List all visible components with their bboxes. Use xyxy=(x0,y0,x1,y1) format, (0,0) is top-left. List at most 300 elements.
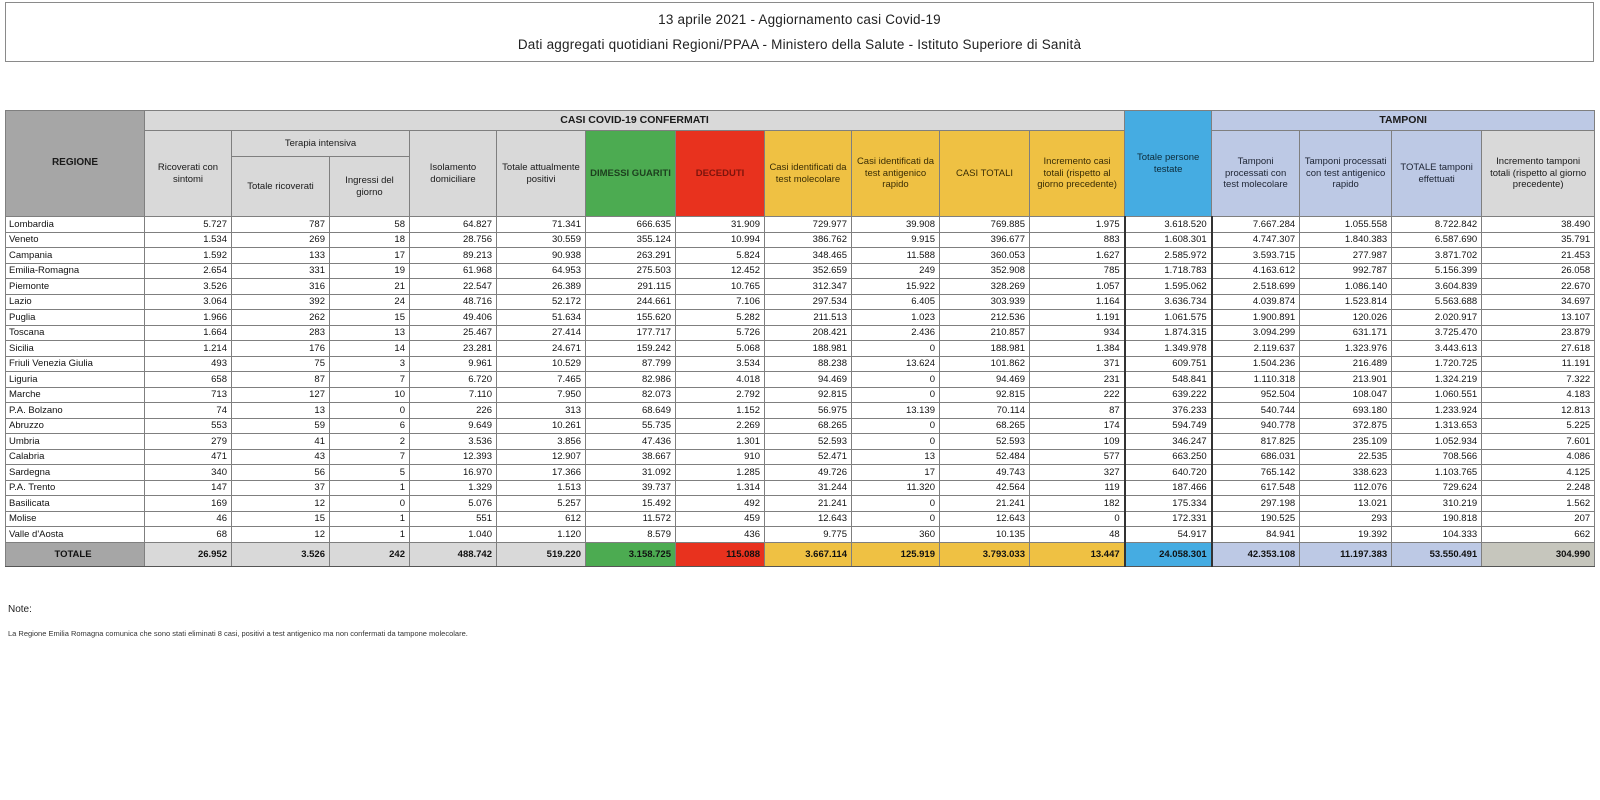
value-cell: 4.125 xyxy=(1482,465,1595,481)
value-cell: 283 xyxy=(232,325,330,341)
value-cell: 112.076 xyxy=(1300,480,1392,496)
value-cell: 553 xyxy=(145,418,232,434)
table-row xyxy=(6,511,1595,527)
value-cell: 5.225 xyxy=(1482,418,1595,434)
value-cell: 21 xyxy=(330,279,410,295)
value-cell: 3.158.725 xyxy=(586,542,676,566)
value-cell: 21.241 xyxy=(940,496,1030,512)
region-name: Sardegna xyxy=(6,465,145,481)
column-header-casi-molecolare: Casi identificati da test molecolare xyxy=(765,131,852,217)
value-cell: 17 xyxy=(330,248,410,264)
value-cell: 211.513 xyxy=(765,310,852,326)
value-cell: 244.661 xyxy=(586,294,676,310)
region-name: Molise xyxy=(6,511,145,527)
value-cell: 548.841 xyxy=(1125,372,1212,388)
value-cell: 372.875 xyxy=(1300,418,1392,434)
value-cell: 275.503 xyxy=(586,263,676,279)
value-cell: 617.548 xyxy=(1212,480,1300,496)
value-cell: 640.720 xyxy=(1125,465,1212,481)
value-cell: 1.504.236 xyxy=(1212,356,1300,372)
value-cell: 82.073 xyxy=(586,387,676,403)
value-cell: 3.534 xyxy=(676,356,765,372)
value-cell: 662 xyxy=(1482,527,1595,543)
region-name: Sicilia xyxy=(6,341,145,357)
table-row xyxy=(6,294,1595,310)
value-cell: 2.248 xyxy=(1482,480,1595,496)
value-cell: 82.986 xyxy=(586,372,676,388)
value-cell: 376.233 xyxy=(1125,403,1212,419)
value-cell: 49.406 xyxy=(410,310,497,326)
notes-line: La Regione Emilia Romagna comunica che sono stati eliminati 8 casi, positivi a test antigenico ma non confermati da tampone molecolare. xyxy=(8,629,468,638)
value-cell: 1.534 xyxy=(145,232,232,248)
value-cell: 355.124 xyxy=(586,232,676,248)
value-cell: 277.987 xyxy=(1300,248,1392,264)
value-cell: 5.726 xyxy=(676,325,765,341)
region-name: Piemonte xyxy=(6,279,145,295)
region-name: Toscana xyxy=(6,325,145,341)
value-cell: 3.793.033 xyxy=(940,542,1030,566)
value-cell: 49.726 xyxy=(765,465,852,481)
value-cell: 21.453 xyxy=(1482,248,1595,264)
value-cell: 59 xyxy=(232,418,330,434)
value-cell: 13.107 xyxy=(1482,310,1595,326)
value-cell: 1.301 xyxy=(676,434,765,450)
value-cell: 120.026 xyxy=(1300,310,1392,326)
value-cell: 5 xyxy=(330,465,410,481)
value-cell: 3.618.520 xyxy=(1125,217,1212,233)
value-cell: 52.484 xyxy=(940,449,1030,465)
value-cell: 785 xyxy=(1030,263,1125,279)
value-cell: 1.562 xyxy=(1482,496,1595,512)
value-cell: 24.058.301 xyxy=(1125,542,1212,566)
value-cell: 13.447 xyxy=(1030,542,1125,566)
value-cell: 577 xyxy=(1030,449,1125,465)
value-cell: 68.265 xyxy=(940,418,1030,434)
value-cell: 13 xyxy=(852,449,940,465)
value-cell: 1.718.783 xyxy=(1125,263,1212,279)
value-cell: 175.334 xyxy=(1125,496,1212,512)
value-cell: 0 xyxy=(852,387,940,403)
value-cell: 15.922 xyxy=(852,279,940,295)
value-cell: 4.039.874 xyxy=(1212,294,1300,310)
value-cell: 1.664 xyxy=(145,325,232,341)
column-header-terapia-intensiva: Terapia intensiva xyxy=(232,131,410,157)
value-cell: 13 xyxy=(330,325,410,341)
value-cell: 1.057 xyxy=(1030,279,1125,295)
value-cell: 15.492 xyxy=(586,496,676,512)
value-cell: 3 xyxy=(330,356,410,372)
value-cell: 212.536 xyxy=(940,310,1030,326)
report-title: 13 aprile 2021 - Aggiornamento casi Covid-19 xyxy=(658,12,941,28)
value-cell: 609.751 xyxy=(1125,356,1212,372)
value-cell: 127 xyxy=(232,387,330,403)
value-cell: 1.086.140 xyxy=(1300,279,1392,295)
value-cell: 104.333 xyxy=(1392,527,1482,543)
value-cell: 190.525 xyxy=(1212,511,1300,527)
value-cell: 190.818 xyxy=(1392,511,1482,527)
value-cell: 352.659 xyxy=(765,263,852,279)
value-cell: 8.579 xyxy=(586,527,676,543)
value-cell: 34.697 xyxy=(1482,294,1595,310)
value-cell: 12 xyxy=(232,527,330,543)
value-cell: 147 xyxy=(145,480,232,496)
column-header-casi-antigenico: Casi identificati da test antigenico rapido xyxy=(852,131,940,217)
value-cell: 18 xyxy=(330,232,410,248)
value-cell: 1.285 xyxy=(676,465,765,481)
value-cell: 10.994 xyxy=(676,232,765,248)
value-cell: 7 xyxy=(330,372,410,388)
value-cell: 4.018 xyxy=(676,372,765,388)
value-cell: 26.058 xyxy=(1482,263,1595,279)
value-cell: 493 xyxy=(145,356,232,372)
value-cell: 169 xyxy=(145,496,232,512)
region-name: TOTALE xyxy=(6,542,145,566)
value-cell: 2.269 xyxy=(676,418,765,434)
value-cell: 551 xyxy=(410,511,497,527)
value-cell: 729.624 xyxy=(1392,480,1482,496)
value-cell: 75 xyxy=(232,356,330,372)
value-cell: 0 xyxy=(330,496,410,512)
value-cell: 360 xyxy=(852,527,940,543)
value-cell: 68 xyxy=(145,527,232,543)
value-cell: 297.198 xyxy=(1212,496,1300,512)
value-cell: 172.331 xyxy=(1125,511,1212,527)
value-cell: 386.762 xyxy=(765,232,852,248)
value-cell: 9.915 xyxy=(852,232,940,248)
column-header-persone-testate: Totale persone testate xyxy=(1125,111,1212,217)
total-row xyxy=(6,542,1595,566)
value-cell: 686.031 xyxy=(1212,449,1300,465)
value-cell: 187.466 xyxy=(1125,480,1212,496)
value-cell: 1.055.558 xyxy=(1300,217,1392,233)
value-cell: 297.534 xyxy=(765,294,852,310)
value-cell: 1.975 xyxy=(1030,217,1125,233)
value-cell: 6.720 xyxy=(410,372,497,388)
value-cell: 262 xyxy=(232,310,330,326)
table-row xyxy=(6,325,1595,341)
table-row xyxy=(6,263,1595,279)
value-cell: 765.142 xyxy=(1212,465,1300,481)
column-header-positivi: Totale attualmente positivi xyxy=(497,131,586,217)
value-cell: 22.670 xyxy=(1482,279,1595,295)
value-cell: 1.313.653 xyxy=(1392,418,1482,434)
value-cell: 360.053 xyxy=(940,248,1030,264)
value-cell: 3.725.470 xyxy=(1392,325,1482,341)
value-cell: 208.421 xyxy=(765,325,852,341)
report-subtitle: Dati aggregati quotidiani Regioni/PPAA - Ministero della Salute - Istituto Superiore di Sanità xyxy=(517,36,1082,52)
value-cell: 7.110 xyxy=(410,387,497,403)
table-row xyxy=(6,232,1595,248)
value-cell: 2 xyxy=(330,434,410,450)
value-cell: 119 xyxy=(1030,480,1125,496)
value-cell: 15 xyxy=(330,310,410,326)
value-cell: 348.465 xyxy=(765,248,852,264)
value-cell: 46 xyxy=(145,511,232,527)
value-cell: 23.281 xyxy=(410,341,497,357)
value-cell: 708.566 xyxy=(1392,449,1482,465)
region-name: Liguria xyxy=(6,372,145,388)
value-cell: 42.564 xyxy=(940,480,1030,496)
value-cell: 3.856 xyxy=(497,434,586,450)
value-cell: 0 xyxy=(330,403,410,419)
value-cell: 313 xyxy=(497,403,586,419)
value-cell: 64.953 xyxy=(497,263,586,279)
value-cell: 101.862 xyxy=(940,356,1030,372)
value-cell: 90.938 xyxy=(497,248,586,264)
value-cell: 3.443.613 xyxy=(1392,341,1482,357)
value-cell: 41 xyxy=(232,434,330,450)
value-cell: 316 xyxy=(232,279,330,295)
value-cell: 693.180 xyxy=(1300,403,1392,419)
value-cell: 13.139 xyxy=(852,403,940,419)
table-row xyxy=(6,527,1595,543)
value-cell: 729.977 xyxy=(765,217,852,233)
region-name: P.A. Trento xyxy=(6,480,145,496)
value-cell: 56 xyxy=(232,465,330,481)
column-header-isolamento: Isolamento domiciliare xyxy=(410,131,497,217)
region-name: Basilicata xyxy=(6,496,145,512)
value-cell: 293 xyxy=(1300,511,1392,527)
value-cell: 471 xyxy=(145,449,232,465)
value-cell: 14 xyxy=(330,341,410,357)
value-cell: 328.269 xyxy=(940,279,1030,295)
column-header-tamponi-totale: TOTALE tamponi effettuati xyxy=(1392,131,1482,217)
value-cell: 817.825 xyxy=(1212,434,1300,450)
value-cell: 594.749 xyxy=(1125,418,1212,434)
table-row xyxy=(6,310,1595,326)
value-cell: 4.086 xyxy=(1482,449,1595,465)
value-cell: 940.778 xyxy=(1212,418,1300,434)
value-cell: 43 xyxy=(232,449,330,465)
value-cell: 338.623 xyxy=(1300,465,1392,481)
region-name: Friuli Venezia Giulia xyxy=(6,356,145,372)
value-cell: 13 xyxy=(232,403,330,419)
value-cell: 327 xyxy=(1030,465,1125,481)
value-cell: 540.744 xyxy=(1212,403,1300,419)
value-cell: 19.392 xyxy=(1300,527,1392,543)
value-cell: 188.981 xyxy=(765,341,852,357)
value-cell: 10 xyxy=(330,387,410,403)
value-cell: 713 xyxy=(145,387,232,403)
value-cell: 11.588 xyxy=(852,248,940,264)
value-cell: 84.941 xyxy=(1212,527,1300,543)
value-cell: 68.649 xyxy=(586,403,676,419)
value-cell: 1.214 xyxy=(145,341,232,357)
value-cell: 109 xyxy=(1030,434,1125,450)
value-cell: 3.667.114 xyxy=(765,542,852,566)
value-cell: 64.827 xyxy=(410,217,497,233)
value-cell: 2.792 xyxy=(676,387,765,403)
value-cell: 12 xyxy=(232,496,330,512)
value-cell: 27.414 xyxy=(497,325,586,341)
value-cell: 352.908 xyxy=(940,263,1030,279)
value-cell: 6.587.690 xyxy=(1392,232,1482,248)
value-cell: 1.233.924 xyxy=(1392,403,1482,419)
value-cell: 176 xyxy=(232,341,330,357)
notes-section xyxy=(8,604,468,638)
value-cell: 52.471 xyxy=(765,449,852,465)
value-cell: 492 xyxy=(676,496,765,512)
table-row xyxy=(6,341,1595,357)
value-cell: 15 xyxy=(232,511,330,527)
column-header-ti-totale: Totale ricoverati xyxy=(232,157,330,217)
region-name: Campania xyxy=(6,248,145,264)
value-cell: 371 xyxy=(1030,356,1125,372)
value-cell: 11.572 xyxy=(586,511,676,527)
value-cell: 48 xyxy=(1030,527,1125,543)
table-row xyxy=(6,217,1595,233)
value-cell: 2.020.917 xyxy=(1392,310,1482,326)
value-cell: 213.901 xyxy=(1300,372,1392,388)
value-cell: 3.593.715 xyxy=(1212,248,1300,264)
table-row xyxy=(6,480,1595,496)
value-cell: 392 xyxy=(232,294,330,310)
value-cell: 24.671 xyxy=(497,341,586,357)
value-cell: 1.120 xyxy=(497,527,586,543)
value-cell: 133 xyxy=(232,248,330,264)
value-cell: 787 xyxy=(232,217,330,233)
value-cell: 5.282 xyxy=(676,310,765,326)
value-cell: 934 xyxy=(1030,325,1125,341)
value-cell: 952.504 xyxy=(1212,387,1300,403)
value-cell: 21.241 xyxy=(765,496,852,512)
value-cell: 4.183 xyxy=(1482,387,1595,403)
value-cell: 0 xyxy=(852,418,940,434)
value-cell: 7.601 xyxy=(1482,434,1595,450)
region-name: Marche xyxy=(6,387,145,403)
value-cell: 346.247 xyxy=(1125,434,1212,450)
value-cell: 226 xyxy=(410,403,497,419)
value-cell: 0 xyxy=(852,372,940,388)
value-cell: 8.722.842 xyxy=(1392,217,1482,233)
value-cell: 883 xyxy=(1030,232,1125,248)
value-cell: 396.677 xyxy=(940,232,1030,248)
notes-heading: Note: xyxy=(8,604,32,615)
value-cell: 37 xyxy=(232,480,330,496)
value-cell: 263.291 xyxy=(586,248,676,264)
value-cell: 55.735 xyxy=(586,418,676,434)
value-cell: 89.213 xyxy=(410,248,497,264)
value-cell: 94.469 xyxy=(940,372,1030,388)
value-cell: 1.592 xyxy=(145,248,232,264)
value-cell: 663.250 xyxy=(1125,449,1212,465)
value-cell: 74 xyxy=(145,403,232,419)
value-cell: 87 xyxy=(232,372,330,388)
value-cell: 992.787 xyxy=(1300,263,1392,279)
value-cell: 1.966 xyxy=(145,310,232,326)
column-header-casi-totali: CASI TOTALI xyxy=(940,131,1030,217)
value-cell: 304.990 xyxy=(1482,542,1595,566)
value-cell: 249 xyxy=(852,263,940,279)
covid-data-table xyxy=(5,110,1595,567)
value-cell: 30.559 xyxy=(497,232,586,248)
value-cell: 1.103.765 xyxy=(1392,465,1482,481)
table-row xyxy=(6,403,1595,419)
value-cell: 231 xyxy=(1030,372,1125,388)
value-cell: 5.068 xyxy=(676,341,765,357)
value-cell: 51.634 xyxy=(497,310,586,326)
value-cell: 125.919 xyxy=(852,542,940,566)
value-cell: 27.618 xyxy=(1482,341,1595,357)
table-row xyxy=(6,418,1595,434)
value-cell: 3.871.702 xyxy=(1392,248,1482,264)
value-cell: 9.961 xyxy=(410,356,497,372)
value-cell: 108.047 xyxy=(1300,387,1392,403)
region-name: P.A. Bolzano xyxy=(6,403,145,419)
value-cell: 22.547 xyxy=(410,279,497,295)
region-name: Emilia-Romagna xyxy=(6,263,145,279)
value-cell: 459 xyxy=(676,511,765,527)
value-cell: 2.518.699 xyxy=(1212,279,1300,295)
value-cell: 666.635 xyxy=(586,217,676,233)
value-cell: 87.799 xyxy=(586,356,676,372)
value-cell: 519.220 xyxy=(497,542,586,566)
value-cell: 53.550.491 xyxy=(1392,542,1482,566)
region-name: Calabria xyxy=(6,449,145,465)
value-cell: 61.968 xyxy=(410,263,497,279)
value-cell: 2.436 xyxy=(852,325,940,341)
table-row xyxy=(6,449,1595,465)
value-cell: 54.917 xyxy=(1125,527,1212,543)
value-cell: 1.060.551 xyxy=(1392,387,1482,403)
value-cell: 0 xyxy=(852,341,940,357)
group-header-tamponi: TAMPONI xyxy=(1212,111,1595,131)
column-header-incremento-casi: Incremento casi totali (rispetto al giorno precedente) xyxy=(1030,131,1125,217)
value-cell: 1.608.301 xyxy=(1125,232,1212,248)
value-cell: 12.643 xyxy=(765,511,852,527)
column-header-incremento-tamponi: Incremento tamponi totali (rispetto al giorno precedente) xyxy=(1482,131,1595,217)
value-cell: 12.452 xyxy=(676,263,765,279)
value-cell: 6.405 xyxy=(852,294,940,310)
value-cell: 31.092 xyxy=(586,465,676,481)
value-cell: 174 xyxy=(1030,418,1125,434)
value-cell: 769.885 xyxy=(940,217,1030,233)
value-cell: 2.585.972 xyxy=(1125,248,1212,264)
value-cell: 12.813 xyxy=(1482,403,1595,419)
value-cell: 1.384 xyxy=(1030,341,1125,357)
value-cell: 48.716 xyxy=(410,294,497,310)
value-cell: 488.742 xyxy=(410,542,497,566)
table-row xyxy=(6,279,1595,295)
value-cell: 26.952 xyxy=(145,542,232,566)
value-cell: 42.353.108 xyxy=(1212,542,1300,566)
value-cell: 639.222 xyxy=(1125,387,1212,403)
value-cell: 38.490 xyxy=(1482,217,1595,233)
value-cell: 17.366 xyxy=(497,465,586,481)
value-cell: 222 xyxy=(1030,387,1125,403)
value-cell: 1.152 xyxy=(676,403,765,419)
value-cell: 3.604.839 xyxy=(1392,279,1482,295)
value-cell: 23.879 xyxy=(1482,325,1595,341)
column-header-tamponi-antigenico: Tamponi processati con test antigenico rapido xyxy=(1300,131,1392,217)
value-cell: 1.900.891 xyxy=(1212,310,1300,326)
value-cell: 631.171 xyxy=(1300,325,1392,341)
value-cell: 3.636.734 xyxy=(1125,294,1212,310)
value-cell: 7.465 xyxy=(497,372,586,388)
value-cell: 11.191 xyxy=(1482,356,1595,372)
value-cell: 10.765 xyxy=(676,279,765,295)
value-cell: 210.857 xyxy=(940,325,1030,341)
table-row xyxy=(6,434,1595,450)
value-cell: 13.624 xyxy=(852,356,940,372)
value-cell: 31.909 xyxy=(676,217,765,233)
value-cell: 11.197.383 xyxy=(1300,542,1392,566)
value-cell: 24 xyxy=(330,294,410,310)
value-cell: 1.040 xyxy=(410,527,497,543)
region-name: Veneto xyxy=(6,232,145,248)
column-header-ricoverati: Ricoverati con sintomi xyxy=(145,131,232,217)
value-cell: 22.535 xyxy=(1300,449,1392,465)
